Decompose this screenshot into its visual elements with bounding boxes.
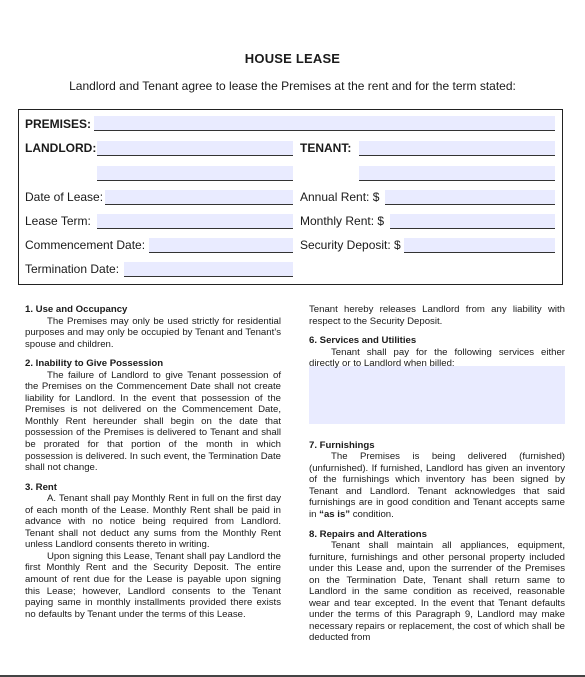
section-7-body <box>309 451 565 520</box>
landlord-field-line2[interactable] <box>97 166 293 181</box>
annual-rent-field[interactable] <box>385 190 555 205</box>
section-7-body-end: condition. <box>350 509 394 521</box>
security-deposit-label: Security Deposit: $ <box>300 238 401 252</box>
monthly-rent-field[interactable] <box>390 214 555 229</box>
section-8-heading: 8. Repairs and Alterations <box>309 528 428 540</box>
landlord-field[interactable] <box>97 141 293 156</box>
right-column <box>309 304 565 644</box>
landlord-label: LANDLORD: <box>25 141 97 155</box>
section-3-body-b: Upon signing this Lease, Tenant shall pay Landlord the first Monthly Rent and the Security Deposit. The entire amount of rent due for the Lease is payable upon signing this Lease; however, Landlord consents to the Tenant paying same in monthly installments provided there exists no defaults by Tenant under the terms of this Lease. <box>25 550 281 620</box>
section-8-body: Tenant shall maintain all appliances, equipment, furniture, furnishings and other personal property included under this Lease and, upon the surrender of the Premises on the Termination Date, Tenant shall return same to Landlord in the same condition as received, reasonable wear and tear excepted. In the event that Tenant defaults under the terms of this Paragraph 9, Landlord may make necessary repairs or replacement, the cost of which shall be deducted from <box>309 540 565 644</box>
lease-term-label: Lease Term: <box>25 214 91 228</box>
as-is-text: “as is” <box>319 509 351 521</box>
premises-field[interactable] <box>94 116 555 131</box>
security-deposit-field[interactable] <box>404 238 555 253</box>
lease-term-field[interactable] <box>97 214 293 229</box>
premises-label: PREMISES: <box>25 117 92 131</box>
security-deposit-release-text: Tenant hereby releases Landlord from any liability with respect to the Security Deposit. <box>309 304 565 327</box>
termination-date-label: Termination Date: <box>25 262 120 276</box>
section-6-heading: 6. Services and Utilities <box>309 335 417 347</box>
tenant-field[interactable] <box>359 141 555 156</box>
section-1-heading: 1. Use and Occupancy <box>25 304 128 315</box>
document-title: HOUSE LEASE <box>244 51 341 66</box>
commencement-date-field[interactable] <box>149 238 293 253</box>
annual-rent-label: Annual Rent: $ <box>300 190 380 204</box>
commencement-date-label: Commencement Date: <box>25 238 146 252</box>
section-3-heading: 3. Rent <box>25 481 57 493</box>
termination-date-field[interactable] <box>124 262 293 277</box>
section-7-heading: 7. Furnishings <box>309 439 375 451</box>
section-6-body: Tenant shall pay for the following services either directly or to Landlord when billed: <box>309 346 565 370</box>
section-3-body-a: A. Tenant shall pay Monthly Rent in full on the first day of each month of the Lease. Monthly Rent shall be paid in advance with no notice being required from Landlord. Tenant shall not deduct any sums from the Monthly Rent unless Landlord consents thereto in writing. <box>25 493 281 551</box>
section-2-body: The failure of Landlord to give Tenant possession of the Premises on the Commencement Date shall not create liability for Landlord. In the event that possession of the Premises is not delivered on the Commencement Date, Monthly Rent hereunder shall begin on the date that possession of the Premises is delivered to Tenant and shall be prorated for that portion of the month in which possession is delivered. In such event, the Termination Date shall not change. <box>25 369 281 474</box>
tenant-field-line2[interactable] <box>359 166 555 181</box>
section-1-body: The Premises may only be used strictly for residential purposes and may only be occupied by Tenant and Tenant’s spouse and children. <box>25 315 281 350</box>
tenant-label: TENANT: <box>300 141 352 155</box>
date-of-lease-label: Date of Lease: <box>25 190 104 204</box>
section-7-body-text: The Premises is being delivered (furnished) (unfurnished). If furnished, Landlord has given an inventory of the furnishings which inventory has been signed by Tenant and Landlord. Tenant acknowledges that said furnishings are in good condition and Tenant accepts same in <box>309 451 565 521</box>
left-column <box>25 304 281 620</box>
date-of-lease-field[interactable] <box>105 190 293 205</box>
section-2-heading: 2. Inability to Give Possession <box>25 358 164 370</box>
monthly-rent-label: Monthly Rent: $ <box>300 214 385 228</box>
document-subtitle: Landlord and Tenant agree to lease the Premises at the rent and for the term stated: <box>69 79 516 93</box>
